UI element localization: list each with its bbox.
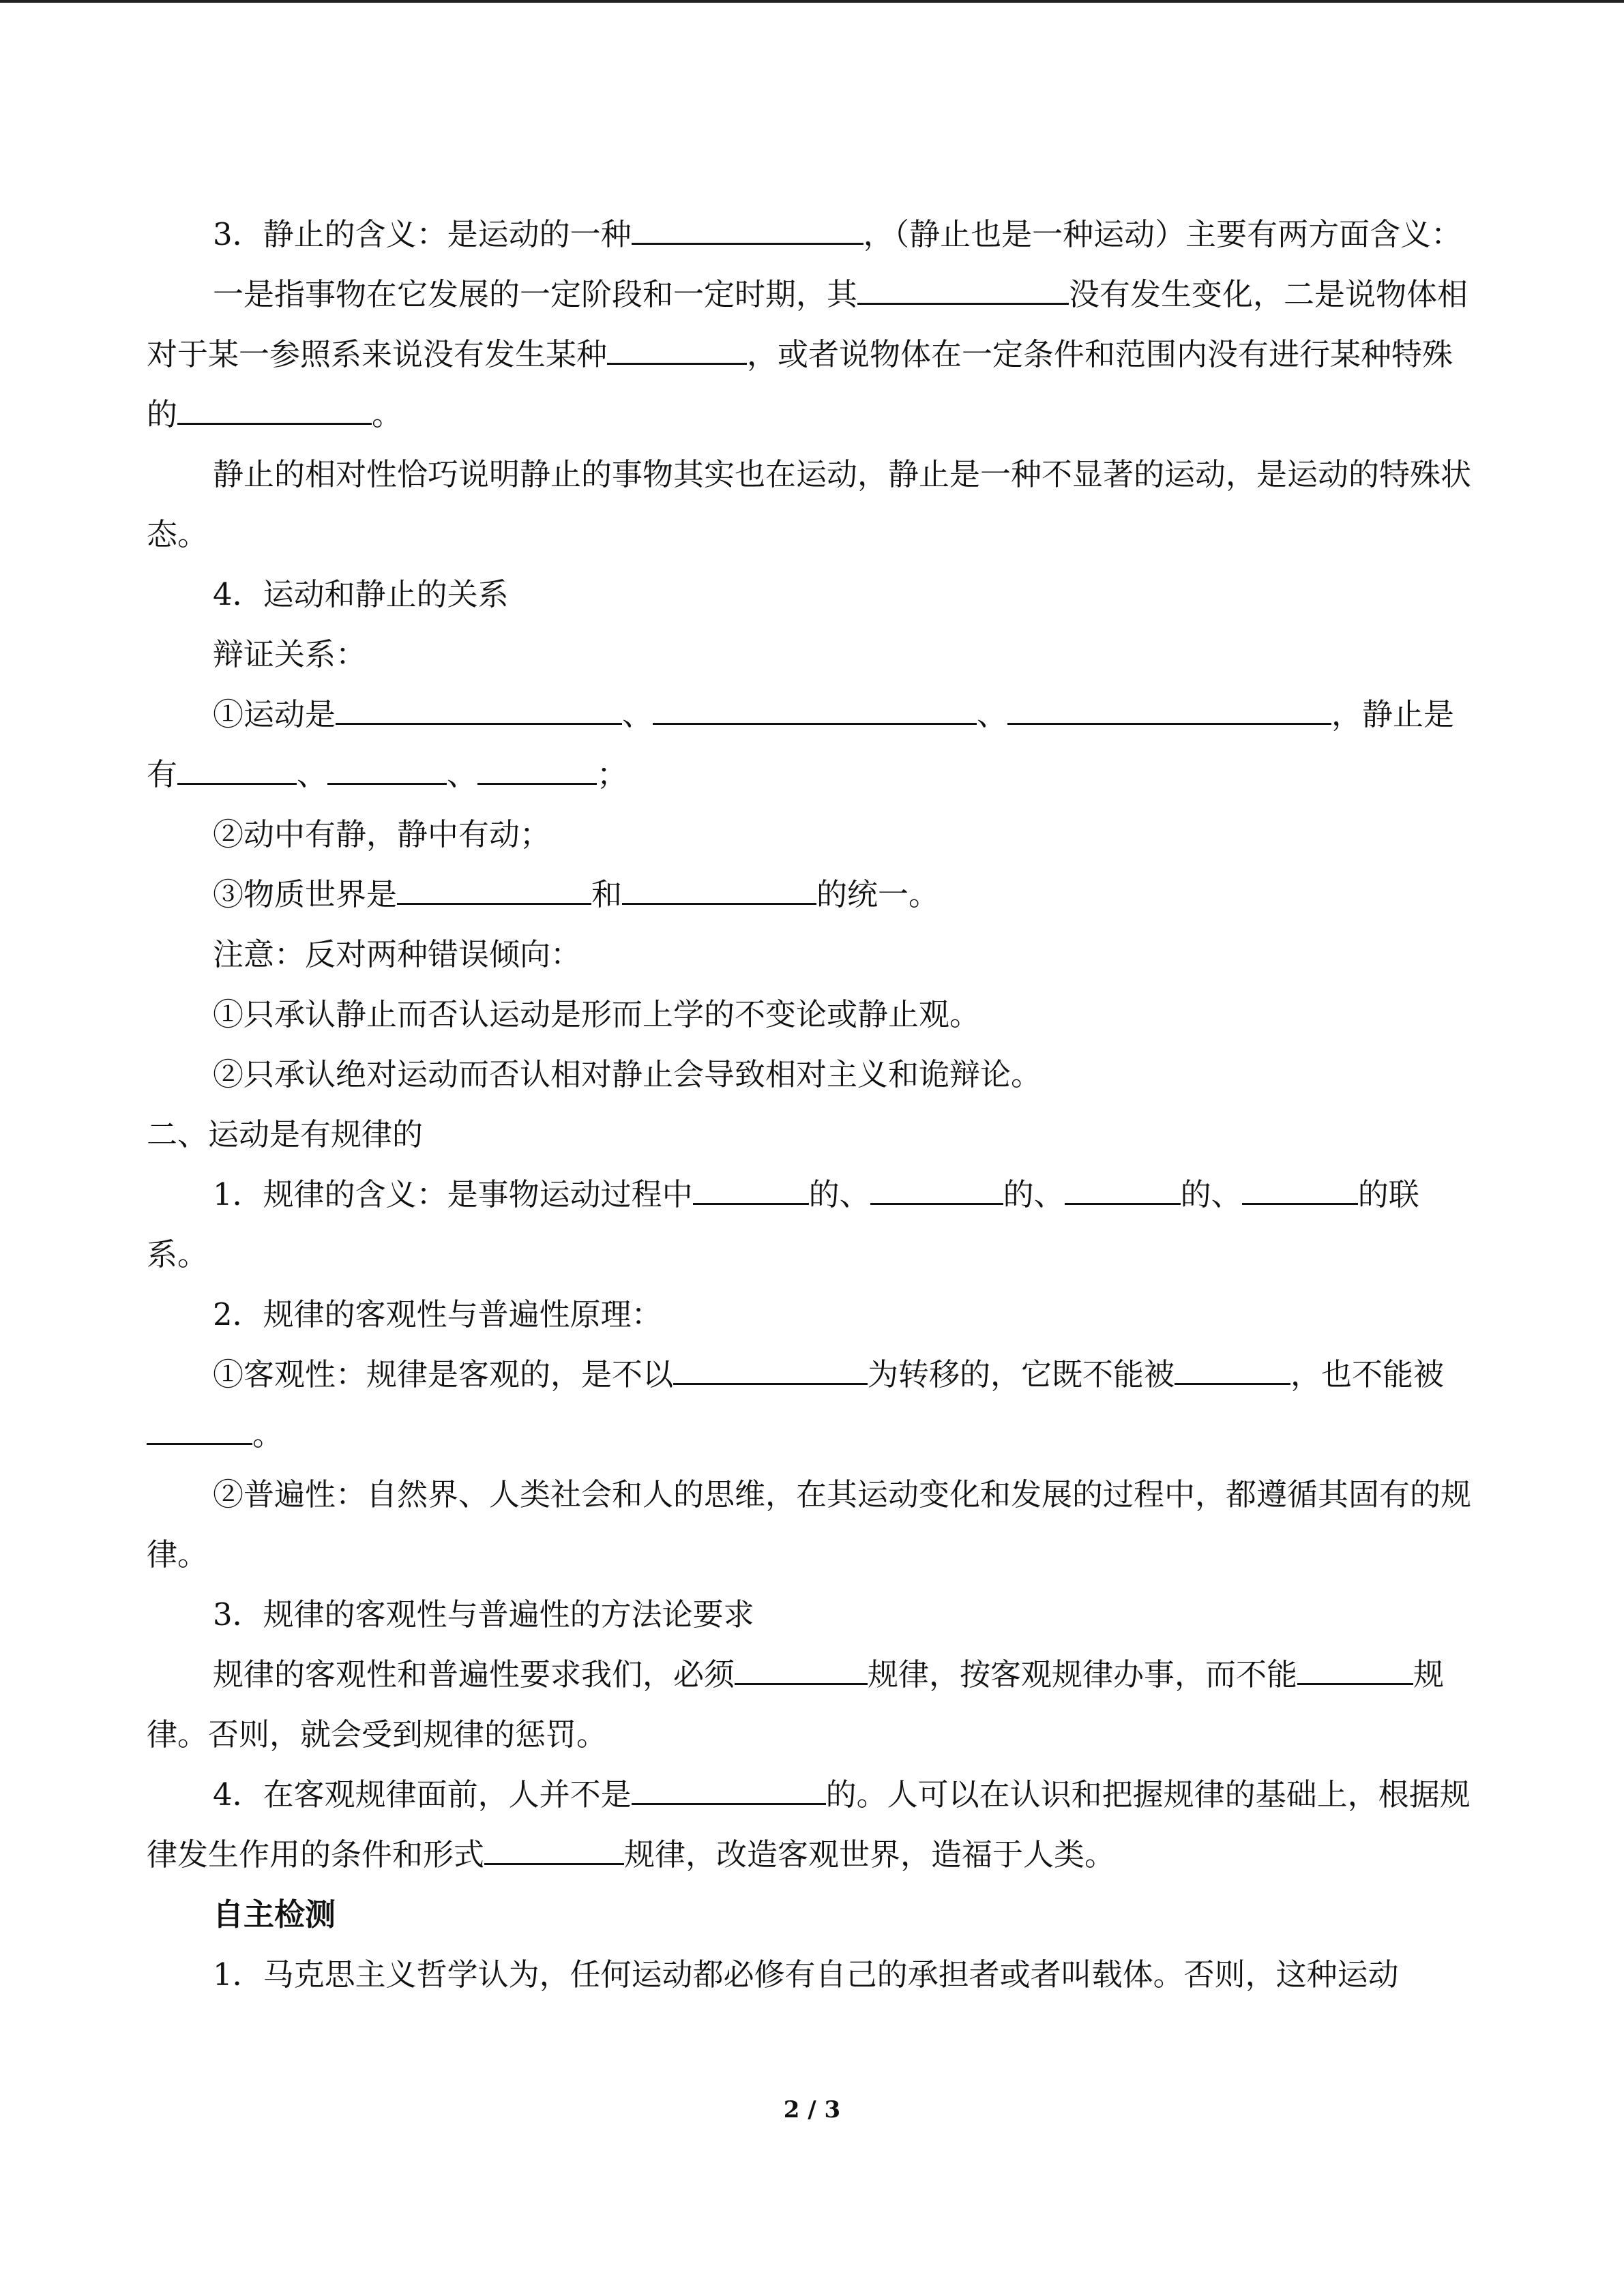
- heading-law-principles: 2．规律的客观性与普遍性原理：: [213, 1296, 662, 1332]
- blank-field[interactable]: [177, 747, 297, 785]
- paragraph-error-2: ②只承认绝对运动而否认相对静止会导致相对主义和诡辩论。: [213, 1056, 1042, 1092]
- blank-field[interactable]: [1175, 1347, 1290, 1385]
- blank-field[interactable]: [336, 687, 622, 725]
- paragraph-law-meaning: 1．规律的含义：是事物运动过程中 的、 的、 的、 的联系。: [147, 1165, 1477, 1285]
- blank-field[interactable]: [870, 1167, 1003, 1205]
- section-heading-laws: 二、运动是有规律的: [147, 1116, 424, 1152]
- blank-field[interactable]: [693, 1167, 809, 1205]
- blank-field[interactable]: [397, 867, 591, 905]
- blank-field[interactable]: [177, 387, 372, 425]
- heading-motion-rest-relation: 4．运动和静止的关系: [213, 576, 509, 612]
- paragraph-question-1: 1．马克思主义哲学认为，任何运动都必修有自己的承担者或者叫载体。否则，这种运动: [213, 1956, 1399, 1993]
- paragraph-note: 注意：反对两种错误倾向：: [213, 936, 582, 972]
- paragraph-static-two-meanings: 一是指事物在它发展的一定阶段和一定时期，其 没有发生变化，二是说物体相对于某一参照系来说没有发生某种 ，或者说物体在一定条件和范围内没有进行某种特殊的 。: [147, 265, 1477, 445]
- blank-field[interactable]: [632, 1768, 826, 1805]
- blank-field[interactable]: [653, 687, 977, 725]
- blank-field[interactable]: [632, 207, 863, 245]
- blank-field[interactable]: [1065, 1167, 1181, 1205]
- paragraph-motion-is: ①运动是 、 、 ，静止是有 、 、 ；: [147, 685, 1477, 805]
- top-border: [0, 0, 1624, 3]
- blank-field[interactable]: [147, 1407, 252, 1445]
- blank-field[interactable]: [327, 747, 447, 785]
- section-heading-self-check: 自主检测: [213, 1896, 336, 1933]
- blank-field[interactable]: [1242, 1167, 1358, 1205]
- page-number: 2 / 3: [783, 2096, 841, 2123]
- paragraph-human-initiative: 4．在客观规律面前，人并不是 的。人可以在认识和把握规律的基础上，根据规律发生作用的条件和形式 规律，改造客观世界，造福于人类。: [147, 1765, 1477, 1885]
- blank-field[interactable]: [477, 747, 597, 785]
- blank-field[interactable]: [1007, 687, 1331, 725]
- paragraph-static-relativity: 静止的相对性恰巧说明静止的事物其实也在运动，静止是一种不显著的运动，是运动的特殊状态。: [147, 456, 1472, 552]
- blank-field[interactable]: [1297, 1648, 1413, 1685]
- document-body: [147, 205, 1477, 2005]
- blank-field[interactable]: [857, 267, 1069, 305]
- heading-methodology: 3．规律的客观性与普遍性的方法论要求: [213, 1596, 754, 1632]
- blank-field[interactable]: [607, 327, 747, 365]
- blank-field[interactable]: [622, 867, 816, 905]
- blank-field[interactable]: [735, 1648, 868, 1685]
- paragraph-objectivity: ①客观性：规律是客观的，是不以 为转移的，它既不能被 ，也不能被。: [147, 1345, 1477, 1465]
- paragraph-static-meaning: 3．静止的含义：是运动的一种 ，（静止也是一种运动）主要有两方面含义：: [147, 205, 1477, 265]
- label-dialectical-relation: 辩证关系：: [213, 636, 367, 672]
- paragraph-error-1: ①只承认静止而否认运动是形而上学的不变论或静止观。: [213, 996, 981, 1032]
- paragraph-material-world: ③物质世界是 和 的统一。: [147, 865, 1477, 925]
- paragraph-motion-in-rest: ②动中有静，静中有动；: [213, 816, 551, 852]
- blank-field[interactable]: [484, 1828, 624, 1865]
- paragraph-universality: ②普遍性：自然界、人类社会和人的思维，在其运动变化和发展的过程中，都遵循其固有的规律。: [147, 1476, 1472, 1572]
- blank-field[interactable]: [673, 1347, 868, 1385]
- paragraph-methodology: 规律的客观性和普遍性要求我们，必须 规律，按客观规律办事，而不能 规律。否则，就会受到规律的惩罚。: [147, 1645, 1477, 1765]
